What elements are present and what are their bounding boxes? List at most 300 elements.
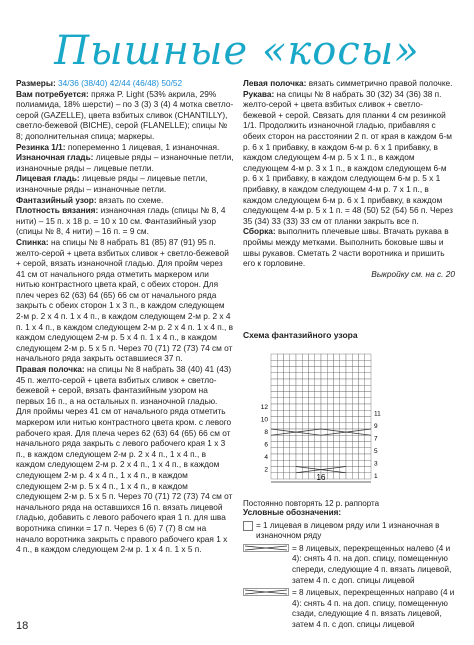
gauge-label: Плотность вязания: (16, 205, 99, 216)
chart-cell (302, 404, 308, 410)
chart-cell (359, 404, 365, 410)
chart-cell (327, 442, 333, 448)
chart-cell (290, 360, 296, 366)
assembly-text: выполнить плечевые швы. Втачать рукава в проймы между метками. Выполнить боковые швы и швы рукавов. Сметать 2 части воротника и пришить его к горловине. (243, 226, 449, 269)
chart-cell (296, 460, 302, 466)
chart-cell (284, 360, 290, 366)
chart-cell (296, 385, 302, 391)
chart-cell (352, 398, 358, 404)
chart-cell (284, 373, 290, 379)
repeat-note: Постоянно повторять 12 р. раппорта (243, 499, 380, 508)
chart-cell (315, 435, 321, 441)
chart-cell (277, 385, 283, 391)
chart-cell (277, 392, 283, 398)
chart-cell (302, 442, 308, 448)
chart-cell (327, 410, 333, 416)
chart-cell (346, 454, 352, 460)
chart-cell (277, 373, 283, 379)
chart-cell (365, 354, 371, 360)
knit-text: лицевые ряды – лицевые петли, изнаночные ряды – изнаночные петли. (16, 173, 208, 194)
chart-cell (334, 410, 340, 416)
chart-cell (290, 435, 296, 441)
chart-cell (277, 442, 283, 448)
chart-cell (340, 392, 346, 398)
chart-cell (290, 404, 296, 410)
chart-cell (334, 392, 340, 398)
chart-cell (284, 398, 290, 404)
chart-cell (334, 454, 340, 460)
chart-cell (309, 467, 315, 473)
chart-cell (290, 354, 296, 360)
chart-cell (365, 448, 371, 454)
gauge-para (16, 205, 234, 237)
chart-cell (309, 385, 315, 391)
row-label: 5 (374, 447, 378, 455)
chart-cell (359, 379, 365, 385)
chart-cell (321, 379, 327, 385)
chart-cell (315, 454, 321, 460)
chart-cell (290, 417, 296, 423)
fancy-text: вязать по схеме. (98, 194, 164, 205)
chart-cell (315, 367, 321, 373)
chart-cell (309, 460, 315, 466)
chart-cell (334, 360, 340, 366)
chart-cell (277, 417, 283, 423)
need-text: пряжа P. Light (53% акрила, 29% полиамида, 18% шерсти) – по 3 (3) 3 (4) 4 мотка светло-серой (GAZELLE), цвета взбитых сливок (CHANTILLY), светло-бежевой (BICHE), серой (FLANELLE); спицы № 8; дополнительная спица; маркеры. (16, 88, 234, 141)
chart-cell (296, 354, 302, 360)
chart-cell (284, 454, 290, 460)
chart-cell (309, 435, 315, 441)
chart-cell (277, 435, 283, 441)
chart-cell (302, 460, 308, 466)
chart-cell (271, 454, 277, 460)
chart-cell (327, 448, 333, 454)
chart-cell (365, 454, 371, 460)
chart-cell (296, 435, 302, 441)
chart-cell (277, 379, 283, 385)
chart-cell (277, 354, 283, 360)
sizes-label: Размеры: (16, 78, 56, 88)
chart-cell (321, 435, 327, 441)
chart-cell (346, 473, 352, 479)
chart-cell (271, 354, 277, 360)
chart-cell (365, 392, 371, 398)
chart-cell (315, 398, 321, 404)
chart-cell (290, 467, 296, 473)
chart-cell (346, 354, 352, 360)
legend (243, 508, 455, 633)
chart-cell (315, 410, 321, 416)
chart-cell (346, 460, 352, 466)
sizes-values: 34/36 (38/40) 42/44 (46/48) 50/52 (58, 78, 183, 88)
chart-cell (365, 385, 371, 391)
chart-cell (334, 385, 340, 391)
chart-cell (277, 423, 283, 429)
chart-cell (359, 423, 365, 429)
chart-cell (321, 385, 327, 391)
chart-cell (365, 398, 371, 404)
sleeve-label: Рукава: (243, 88, 275, 99)
chart-cell (284, 442, 290, 448)
lfront-text: вязать симметрично правой полочке. (308, 78, 453, 88)
chart-cell (315, 392, 321, 398)
chart-cell (271, 473, 277, 479)
chart-cell (359, 392, 365, 398)
chart-cell (359, 385, 365, 391)
chart-cell (296, 442, 302, 448)
chart-cell (340, 354, 346, 360)
chart-cell (284, 392, 290, 398)
chart-cell (321, 448, 327, 454)
chart-cell (309, 410, 315, 416)
chart-cell (346, 467, 352, 473)
chart-cell (271, 398, 277, 404)
lfront-label: Левая полочка: (243, 78, 307, 88)
row-label: 1 (374, 472, 378, 480)
rib-text: попеременно 1 лицевая, 1 изнаночная. (67, 141, 220, 152)
chart-cell (315, 442, 321, 448)
chart-cell (302, 392, 308, 398)
chart-cell (327, 360, 333, 366)
chart-cell (346, 442, 352, 448)
chart-cell (321, 404, 327, 410)
chart-cell (271, 417, 277, 423)
need-para (16, 89, 234, 142)
chart-cell (327, 473, 333, 479)
chart-cell (352, 354, 358, 360)
chart-cell (277, 454, 283, 460)
chart-cell (352, 448, 358, 454)
chart-cell (284, 423, 290, 429)
chart-cell (321, 373, 327, 379)
chart-cell (315, 448, 321, 454)
chart-cell (290, 398, 296, 404)
chart-cell (327, 467, 333, 473)
chart-cell (334, 404, 340, 410)
chart-cell (321, 442, 327, 448)
chart-cell (340, 373, 346, 379)
chart-cell (296, 379, 302, 385)
chart-cell (296, 454, 302, 460)
chart-cell (327, 373, 333, 379)
chart-cell (290, 373, 296, 379)
chart-cell (302, 398, 308, 404)
chart-cell (334, 460, 340, 466)
chart-cell (271, 448, 277, 454)
sleeve-para (243, 89, 455, 227)
cable-left-icon (243, 544, 289, 586)
chart-cell (284, 435, 290, 441)
chart-cell (352, 467, 358, 473)
legend-title: Условные обозначения: (243, 508, 342, 517)
chart-cell (309, 404, 315, 410)
chart-cell (352, 410, 358, 416)
chart-cell (352, 435, 358, 441)
chart-cell (284, 448, 290, 454)
chart-cell (340, 417, 346, 423)
chart-cell (327, 385, 333, 391)
chart-cell (284, 410, 290, 416)
chart-cell (365, 404, 371, 410)
chart-cell (277, 467, 283, 473)
right-column (243, 78, 455, 279)
chart-cell (302, 367, 308, 373)
chart-cell (296, 473, 302, 479)
chart-cell (352, 423, 358, 429)
chart-cell (340, 473, 346, 479)
chart-cell (327, 454, 333, 460)
row-label: 7 (374, 435, 378, 443)
chart-cell (327, 367, 333, 373)
chart-cell (296, 392, 302, 398)
chart-cell (340, 398, 346, 404)
chart-cell (309, 360, 315, 366)
chart-cell (296, 404, 302, 410)
chart-cell (365, 379, 371, 385)
chart-cell (346, 423, 352, 429)
chart-cell (346, 385, 352, 391)
chart-cell (352, 454, 358, 460)
purl-label: Изнаночная гладь: (16, 152, 94, 163)
chart-cell (296, 373, 302, 379)
chart-cell (340, 385, 346, 391)
chart-cell (365, 417, 371, 423)
chart-cell (296, 367, 302, 373)
chart-cell (277, 404, 283, 410)
chart-cell (309, 417, 315, 423)
left-column (16, 78, 234, 555)
chart-cell (284, 404, 290, 410)
chart-cell (365, 442, 371, 448)
chart-cell (321, 460, 327, 466)
chart-cell (309, 454, 315, 460)
chart-cell (277, 460, 283, 466)
chart-cell (365, 423, 371, 429)
knit-label: Лицевая гладь: (16, 173, 80, 184)
chart-cell (352, 460, 358, 466)
chart-cell (346, 435, 352, 441)
chart-cell (327, 423, 333, 429)
chart-cell (271, 467, 277, 473)
chart-cell (302, 423, 308, 429)
legend-text: = 8 лицевых, перекрещенных налево (4 и 4): снять 4 п. на доп. спицу, помещенную спереди, следующие 4 п. вязать лицевой, затем 4 п. с доп. спицы лицевой (292, 543, 452, 585)
chart-cell (365, 435, 371, 441)
row-label: 8 (264, 429, 268, 436)
need-label: Вам потребуется: (16, 88, 89, 99)
chart-cell (321, 410, 327, 416)
chart-cell (302, 360, 308, 366)
chart-cell (315, 373, 321, 379)
chart-cell (334, 423, 340, 429)
chart-cell (359, 435, 365, 441)
chart-cell (315, 360, 321, 366)
chart-cell (340, 435, 346, 441)
chart-cell (271, 385, 277, 391)
chart-cell (290, 423, 296, 429)
chart-cell (334, 448, 340, 454)
chart-cell (352, 442, 358, 448)
chart-cell (340, 379, 346, 385)
chart-cell (321, 417, 327, 423)
chart-cell (284, 379, 290, 385)
chart-cell (290, 442, 296, 448)
chart-cell (340, 460, 346, 466)
chart-cell (309, 448, 315, 454)
chart-cell (359, 360, 365, 366)
chart-cell (271, 435, 277, 441)
row-label: 11 (374, 410, 381, 418)
chart-cell (359, 460, 365, 466)
chart-cell (302, 454, 308, 460)
sizes-para (16, 78, 234, 89)
lfront-para (243, 78, 455, 89)
chart-cell (334, 442, 340, 448)
legend-item (243, 521, 455, 542)
chart-cell (271, 373, 277, 379)
chart-cell (271, 367, 277, 373)
chart-cell (340, 367, 346, 373)
chart-cell (290, 385, 296, 391)
chart-cell (327, 460, 333, 466)
chart-cell (327, 354, 333, 360)
chart-cell (302, 410, 308, 416)
chart-cell (290, 367, 296, 373)
chart-cell (346, 367, 352, 373)
cable-right-icon (243, 588, 289, 630)
chart-cell (340, 442, 346, 448)
purl-para (16, 152, 234, 173)
chart-cell (346, 392, 352, 398)
chart-cell (352, 379, 358, 385)
legend-item (243, 588, 455, 630)
chart-cell (327, 404, 333, 410)
chart-cell (321, 360, 327, 366)
chart-cell (315, 417, 321, 423)
chart-grid (271, 354, 371, 479)
rib-para (16, 142, 234, 153)
chart-cell (271, 379, 277, 385)
chart-cell (309, 379, 315, 385)
chart-cell (327, 417, 333, 423)
chart-cell (352, 429, 358, 435)
chart-cell (334, 354, 340, 360)
page-number: 18 (16, 620, 29, 632)
chart-cell (321, 354, 327, 360)
plain-square-icon (243, 521, 253, 542)
chart-cell (290, 473, 296, 479)
chart-cell (296, 448, 302, 454)
chart-cell (346, 379, 352, 385)
chart-cell (334, 417, 340, 423)
chart-cell (334, 435, 340, 441)
chart-cell (277, 360, 283, 366)
chart-cell (346, 448, 352, 454)
chart-cell (327, 379, 333, 385)
chart-cell (271, 404, 277, 410)
legend-text: = 1 лицевая в лицевом ряду или 1 изнаночная в изнаночном ряду (256, 520, 440, 541)
chart-cell (359, 442, 365, 448)
back-label: Спинка: (16, 236, 49, 247)
chart-cell (359, 398, 365, 404)
chart-cell (315, 354, 321, 360)
chart-cell (365, 373, 371, 379)
chart-cell (359, 410, 365, 416)
chart-cell (302, 379, 308, 385)
chart-cell (271, 423, 277, 429)
chart-cell (284, 460, 290, 466)
chart-cell (334, 379, 340, 385)
chart-cell (327, 398, 333, 404)
chart-cell (296, 398, 302, 404)
assembly-label: Сборка: (243, 226, 276, 237)
chart-cell (309, 392, 315, 398)
chart-cell (302, 354, 308, 360)
fancy-label: Фантазийный узор: (16, 194, 97, 205)
chart-cell (302, 373, 308, 379)
chart-svg (243, 344, 443, 494)
chart-cell (309, 367, 315, 373)
chart-cell (309, 423, 315, 429)
chart-cell (365, 467, 371, 473)
chart-cell (296, 410, 302, 416)
chart-cell (365, 460, 371, 466)
chart-cell (290, 392, 296, 398)
chart-cell (284, 385, 290, 391)
chart-cell (271, 442, 277, 448)
pattern-chart (243, 330, 443, 508)
front-text: на спицы № 8 набрать 38 (40) 41 (43) 45 п. желто-серой + цвета взбитых сливок + светло-бежевой + серой, вязать фантазийным узором на первых 16 п., а на остальных п. изнаночной гладью. Для проймы через 41 см от начального ряда отметить маркером или нитью контрастного цвета кром. с левого рабочего края. Для плеча через 62 (63) 64 (65) 66 см от начального ряда закрыть с левого рабочего края 1 х 3 п., в каждом следующем 2-м р. 2 х 4 п., 1 х 4 п., в каждом следующем 2-м р. 2 х 4 п., 1 х 4 п., в каждом следующем 2-м р. 4 х 4 п., 1 х 4 п., в каждом следующем 2-м р. 5 х 4 п., 1 х 4 п., в каждом следующем 2-м р. 5 х 5 п. Через 70 (71) 72 (73) 74 см от начального ряда на оставшихся 16 п. вязать лицевой гладью, добавить с левого рабочего края 1 п. для шва воротника спинки = 17 п. Через 6 (6) 7 (7) 8 см на начало воротника закрыть с правого рабочего края 1 х 4 п., в каждом следующем 2-м р. 1 х 4 п. 1 х 5 п. (16, 364, 233, 555)
chart-cell (346, 417, 352, 423)
chart-cell (340, 404, 346, 410)
row-label: 10 (260, 416, 268, 424)
row-label: 12 (260, 404, 268, 411)
row-label: 2 (264, 466, 268, 474)
chart-cell (277, 448, 283, 454)
chart-cell (290, 460, 296, 466)
pattern-ref: Выкройку см. на с. 20 (371, 268, 455, 279)
chart-cell (284, 354, 290, 360)
chart-cell (290, 410, 296, 416)
purl-text: лицевые ряды – изнаночные петли, изнаночные ряды – лицевые петли. (16, 152, 234, 173)
chart-cell (352, 404, 358, 410)
chart-cell (352, 392, 358, 398)
chart-title: Схема фантазийного узора (243, 330, 358, 340)
sleeve-text: на спицы № 8 набрать 30 (32) 34 (36) 38 п. желто-серой + цвета взбитых сливок + светло-бежевой + серой. Связать для планки 4 см резинкой 1/1. Продолжить изнаночной гладью, прибавляя с обеих сторон на расстоянии 2 п. от края в каждом 6-м р. 6 х 1 прибавку, в каждом 6-м р. 6 х 1 прибавку, в каждом следующем 4-м р. 5 х 1 п., в каждом следующем 4-м р. 3 х 1 п., в каждом следующем 6-м р. 6 х 1 прибавку, в каждом следующем 6-м р. 5 х 1 прибавку, в каждом следующем 4-м р. 7 х 1 п., в каждом следующем 6-м р. 6 х 1 прибавку, в каждом следующем 4-м р. 5 х 1 п. = 48 (50) 52 (54) 56 п. Через 35 (34) 33 (33) 33 см от планки закрыть все п. (243, 88, 453, 226)
chart-cell (346, 360, 352, 366)
chart-cell (365, 367, 371, 373)
chart-cell (296, 423, 302, 429)
chart-cell (365, 410, 371, 416)
chart-cell (277, 473, 283, 479)
front-para (16, 364, 234, 555)
chart-cell (334, 367, 340, 373)
back-text: на спицы № 8 набрать 81 (85) 87 (91) 95 п. желто-серой + цвета взбитых сливок + светло-бежевой + серой, вязать изнаночной гладью. Для пройм через 41 см от начального ряда отметить маркером или нитью контрастного цвета край, с обеих сторон. Для плеч через 62 (63) 64 (65) 66 см от начального ряда закрыть с обеих сторон 1 х 3 п., в каждом следующем 2-м р. 2 х 4 п. 1 х 4 п., в каждом следующем 2-м р. 2 х 4 п. 1 х 4 п., в каждом следующем 2-м р. 2 х 4 п. 1 х 4 п., в каждом следующем 2-м р. 5 х 4 п. 1 х 4 п., в каждом следующем 2-м р. 5 х 5 п. Через 70 (71) 72 (73) 74 см от начального ряда закрыть оставшиеся 37 п. (16, 236, 234, 364)
chart-cell (290, 448, 296, 454)
chart-cell (365, 473, 371, 479)
chart-cell (359, 467, 365, 473)
chart-cell (284, 467, 290, 473)
chart-cell (284, 429, 290, 435)
gauge-text: изнаночная гладь (спицы № 8, 4 нити) – 15 п. х 18 р. = 10 х 10 см. Фантазийный узор (спицы № 8, 4 нити) – 16 п. = 9 см. (16, 205, 226, 237)
chart-cell (346, 410, 352, 416)
chart-cell (284, 367, 290, 373)
chart-cell (309, 398, 315, 404)
row-label: 9 (374, 422, 378, 430)
chart-cell (271, 392, 277, 398)
chart-cell (340, 410, 346, 416)
chart-cell (334, 373, 340, 379)
chart-cell (359, 373, 365, 379)
